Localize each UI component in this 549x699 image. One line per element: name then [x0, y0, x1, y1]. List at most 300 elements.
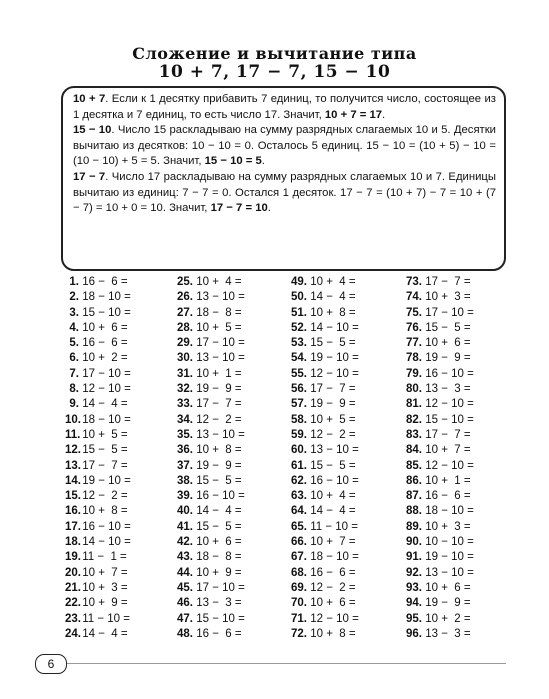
exercise-expression: 10 + 4 =: [196, 276, 242, 288]
exercise-expression: 12 − 10 =: [425, 398, 474, 411]
exercise-expression: 12 − 2 =: [196, 413, 242, 426]
exercise-number: 64.: [291, 505, 307, 518]
exercise-number: 7.: [69, 367, 79, 380]
exercise-expression: 15 − 5 =: [82, 444, 128, 457]
exercise-number: 3.: [69, 306, 79, 319]
exercise-number: 50.: [291, 291, 307, 304]
exercise-item: [173, 550, 283, 565]
exercise-expression: 18 − 8 =: [196, 306, 242, 319]
exercise-item: [173, 367, 283, 382]
exercise-item: [402, 413, 512, 428]
exercise-item: [287, 306, 397, 321]
exercise-number: 77.: [406, 337, 422, 350]
exercise-number: 42.: [177, 536, 193, 549]
exercise-number: 74.: [406, 291, 422, 304]
exercise-expression: 12 − 10 =: [82, 383, 131, 396]
page-title: Сложение и вычитание типа: [132, 44, 417, 63]
exercise-number: 84.: [406, 444, 422, 457]
exercise-number: 48.: [177, 627, 193, 640]
exercise-number: 10.: [65, 413, 81, 426]
exercise-number: 60.: [291, 444, 307, 457]
exercise-item: [65, 382, 175, 397]
exercise-number: 36.: [177, 444, 193, 457]
exercise-item: [173, 351, 283, 366]
rule-result: 17 − 7 = 10: [210, 202, 268, 215]
exercise-number: 79.: [406, 367, 422, 380]
exercise-expression: 18 − 10 =: [425, 505, 474, 518]
rule-result: 15 − 10 = 5: [204, 155, 262, 168]
exercise-number: 76.: [406, 321, 422, 334]
exercise-expression: 16 − 6 =: [310, 566, 356, 579]
exercise-expression: 17 − 10 =: [196, 337, 245, 350]
exercise-expression: 15 − 5 =: [196, 520, 242, 533]
exercise-expression: 15 − 10 =: [82, 306, 131, 319]
exercise-expression: 11 − 1 =: [82, 551, 127, 564]
exercise-item: [173, 474, 283, 489]
exercise-number: 96.: [406, 627, 422, 640]
exercise-item: [173, 336, 283, 351]
exercise-item: [287, 535, 397, 550]
exercise-item: [402, 596, 512, 611]
exercise-number: 38.: [177, 474, 193, 487]
exercise-item: [287, 275, 397, 290]
exercise-expression: 17 − 10 =: [196, 581, 245, 594]
exercise-item: [402, 612, 512, 627]
exercise-item: [65, 336, 175, 351]
exercise-expression: 10 + 8 =: [310, 306, 356, 319]
exercise-number: 30.: [177, 352, 193, 365]
exercise-expression: 13 − 10 =: [310, 444, 359, 457]
exercise-expression: 13 − 3 =: [425, 383, 471, 396]
exercise-number: 83.: [406, 428, 422, 441]
exercise-number: 52.: [291, 321, 307, 334]
exercise-expression: 17 − 10 =: [82, 367, 131, 380]
exercise-number: 69.: [291, 581, 307, 594]
exercise-item: [287, 489, 397, 504]
exercise-number: 24.: [65, 627, 81, 640]
exercise-expression: 13 − 10 =: [196, 428, 245, 441]
exercise-item: [402, 275, 512, 290]
exercise-number: 2.: [69, 291, 79, 304]
exercise-number: 26.: [177, 291, 193, 304]
exercise-number: 37.: [177, 459, 193, 472]
rule-paragraph: [73, 123, 496, 170]
exercise-item: [65, 321, 175, 336]
exercise-number: 9.: [69, 398, 79, 411]
rule-text: . Число 17 раскладываю на сумму разрядных слагаемых 10 и 7. Единицы вычитаю из единиц: 7 − 7 = 0. Остался 1 десяток. 17 − 7 = (10 + 7) − 7 = 10 + (7 − 7) = 10 + 0 = 10. Значит,: [73, 170, 496, 215]
exercise-item: [65, 504, 175, 519]
exercise-item: [402, 504, 512, 519]
exercise-item: [287, 581, 397, 596]
exercise-expression: 10 + 5 =: [310, 413, 356, 426]
exercise-item: [65, 306, 175, 321]
page-subtitle: 10 + 7, 17 − 7, 15 − 10: [158, 62, 391, 82]
exercise-number: 5.: [69, 337, 79, 350]
exercise-item: [65, 397, 175, 412]
exercise-column: [287, 275, 397, 642]
exercise-number: 12.: [65, 444, 81, 457]
exercise-expression: 17 − 7 =: [82, 459, 128, 472]
exercise-number: 47.: [177, 612, 193, 625]
exercise-expression: 17 − 7 =: [310, 383, 356, 396]
exercise-item: [173, 382, 283, 397]
exercise-item: [65, 581, 175, 596]
exercise-expression: 12 − 2 =: [310, 428, 356, 441]
exercise-item: [173, 443, 283, 458]
exercise-expression: 16 − 10 =: [310, 474, 359, 487]
exercise-expression: 10 + 4 =: [310, 276, 356, 288]
exercise-item: [287, 459, 397, 474]
exercise-item: [65, 290, 175, 305]
exercise-number: 89.: [406, 520, 422, 533]
exercise-item: [65, 413, 175, 428]
exercise-item: [287, 566, 397, 581]
exercise-number: 59.: [291, 428, 307, 441]
exercise-expression: 14 − 4 =: [310, 291, 356, 304]
exercise-expression: 10 + 6 =: [425, 337, 471, 350]
exercise-expression: 16 − 6 =: [82, 276, 128, 288]
exercise-expression: 14 − 4 =: [82, 627, 128, 640]
exercise-expression: 19 − 9 =: [310, 398, 356, 411]
exercise-item: [287, 550, 397, 565]
exercise-expression: 19 − 10 =: [82, 474, 131, 487]
exercise-expression: 15 − 10 =: [425, 413, 474, 426]
exercise-number: 25.: [177, 276, 193, 288]
exercise-number: 14.: [65, 474, 81, 487]
exercise-number: 87.: [406, 490, 422, 503]
exercise-item: [173, 321, 283, 336]
exercise-number: 46.: [177, 597, 193, 610]
exercise-number: 91.: [406, 551, 422, 564]
exercise-item: [402, 489, 512, 504]
rule-paragraph: [73, 92, 496, 123]
exercise-item: [65, 535, 175, 550]
exercise-item: [65, 627, 175, 642]
exercise-number: 4.: [69, 321, 79, 334]
exercise-expression: 11 − 10 =: [310, 520, 358, 533]
exercise-item: [65, 520, 175, 535]
exercise-item: [287, 336, 397, 351]
exercise-number: 63.: [291, 490, 307, 503]
exercise-item: [402, 306, 512, 321]
rule-result: 10 + 7 = 17: [324, 108, 383, 121]
exercise-expression: 16 − 6 =: [196, 627, 242, 640]
exercise-column: [65, 275, 175, 642]
exercise-number: 8.: [69, 383, 79, 396]
exercise-number: 13.: [65, 459, 81, 472]
exercise-expression: 19 − 9 =: [196, 459, 242, 472]
rule-box: [61, 86, 506, 271]
exercise-number: 67.: [291, 551, 307, 564]
exercise-number: 62.: [291, 474, 307, 487]
exercise-item: [402, 459, 512, 474]
exercise-item: [402, 382, 512, 397]
exercise-number: 41.: [177, 520, 193, 533]
exercise-item: [287, 351, 397, 366]
exercise-expression: 19 − 9 =: [425, 597, 471, 610]
exercise-number: 54.: [291, 352, 307, 365]
exercise-item: [173, 459, 283, 474]
exercise-item: [173, 581, 283, 596]
exercise-number: 18.: [65, 536, 81, 549]
exercise-number: 55.: [291, 367, 307, 380]
exercise-item: [402, 627, 512, 642]
exercise-item: [287, 397, 397, 412]
exercise-item: [65, 550, 175, 565]
exercise-expression: 17 − 7 =: [196, 398, 242, 411]
exercise-item: [402, 566, 512, 581]
exercise-item: [65, 459, 175, 474]
exercise-number: 82.: [406, 413, 422, 426]
exercise-expression: 14 − 10 =: [310, 321, 359, 334]
exercise-item: [173, 489, 283, 504]
exercise-number: 23.: [65, 612, 81, 625]
exercise-number: 27.: [177, 306, 193, 319]
exercise-item: [402, 474, 512, 489]
exercise-number: 19.: [65, 551, 81, 564]
exercise-expression: 10 + 8 =: [82, 505, 128, 518]
exercise-number: 66.: [291, 536, 307, 549]
exercise-item: [173, 535, 283, 550]
exercise-item: [173, 306, 283, 321]
exercise-expression: 12 − 10 =: [310, 612, 359, 625]
exercise-item: [287, 596, 397, 611]
exercise-item: [65, 596, 175, 611]
exercise-expression: 10 + 2 =: [82, 352, 128, 365]
exercise-number: 43.: [177, 551, 193, 564]
exercise-item: [287, 321, 397, 336]
exercise-number: 80.: [406, 383, 422, 396]
exercise-number: 72.: [291, 627, 307, 640]
exercise-expression: 10 + 8 =: [196, 444, 242, 457]
exercise-item: [173, 428, 283, 443]
exercise-item: [402, 581, 512, 596]
exercise-number: 71.: [291, 612, 307, 625]
exercise-expression: 10 + 7 =: [425, 444, 471, 457]
rule-end: .: [261, 155, 265, 168]
exercise-number: 35.: [177, 428, 193, 441]
exercise-item: [402, 535, 512, 550]
exercise-number: 21.: [65, 581, 81, 594]
exercise-number: 73.: [406, 276, 422, 288]
exercise-expression: 14 − 10 =: [82, 536, 131, 549]
rule-end: .: [267, 202, 271, 215]
exercise-item: [173, 290, 283, 305]
exercise-expression: 10 + 9 =: [82, 597, 128, 610]
exercise-number: 90.: [406, 536, 422, 549]
exercise-item: [402, 351, 512, 366]
exercise-column: [402, 275, 512, 642]
exercise-expression: 17 − 7 =: [425, 276, 471, 288]
exercise-item: [287, 504, 397, 519]
exercise-item: [173, 566, 283, 581]
exercise-item: [402, 290, 512, 305]
exercise-number: 29.: [177, 337, 193, 350]
exercise-number: 44.: [177, 566, 193, 579]
exercise-expression: 12 − 10 =: [425, 459, 474, 472]
exercise-item: [65, 428, 175, 443]
exercise-expression: 10 + 3 =: [425, 520, 471, 533]
exercise-expression: 12 − 2 =: [310, 581, 356, 594]
exercise-expression: 10 + 6 =: [82, 321, 128, 334]
exercise-expression: 11 − 10 =: [82, 612, 130, 625]
exercise-expression: 10 + 7 =: [82, 566, 128, 579]
exercise-expression: 13 − 10 =: [425, 566, 474, 579]
exercise-number: 78.: [406, 352, 422, 365]
exercise-item: [287, 443, 397, 458]
exercise-number: 86.: [406, 474, 422, 487]
exercise-expression: 18 − 10 =: [82, 413, 131, 426]
exercise-number: 49.: [291, 276, 307, 288]
exercise-number: 92.: [406, 566, 422, 579]
exercise-number: 93.: [406, 581, 422, 594]
exercise-item: [287, 382, 397, 397]
exercise-expression: 18 − 10 =: [310, 551, 359, 564]
exercise-item: [402, 550, 512, 565]
rule-lead: 17 − 7: [73, 170, 106, 183]
exercise-item: [402, 443, 512, 458]
exercise-expression: 16 − 10 =: [196, 490, 245, 503]
exercise-item: [65, 612, 175, 627]
exercise-expression: 10 + 9 =: [196, 566, 242, 579]
exercise-expression: 10 + 1 =: [425, 474, 471, 487]
exercise-item: [402, 397, 512, 412]
exercise-number: 70.: [291, 597, 307, 610]
exercise-expression: 15 − 5 =: [310, 459, 356, 472]
exercise-item: [65, 443, 175, 458]
exercise-expression: 16 − 10 =: [425, 367, 474, 380]
exercise-columns: [65, 275, 505, 645]
exercise-expression: 10 + 8 =: [310, 627, 356, 640]
exercise-expression: 17 − 10 =: [425, 306, 474, 319]
exercise-item: [65, 275, 175, 290]
rule-end: .: [382, 108, 386, 121]
exercise-item: [402, 520, 512, 535]
exercise-item: [173, 520, 283, 535]
exercise-number: 68.: [291, 566, 307, 579]
exercise-item: [65, 566, 175, 581]
exercise-number: 28.: [177, 321, 193, 334]
exercise-number: 51.: [291, 306, 307, 319]
exercise-item: [65, 367, 175, 382]
exercise-item: [402, 367, 512, 382]
exercise-expression: 10 + 5 =: [196, 321, 242, 334]
exercise-item: [287, 413, 397, 428]
exercise-item: [173, 504, 283, 519]
exercise-expression: 18 − 10 =: [82, 291, 131, 304]
exercise-expression: 18 − 8 =: [196, 551, 242, 564]
page-divider: [66, 663, 506, 664]
exercise-number: 95.: [406, 612, 422, 625]
exercise-number: 58.: [291, 413, 307, 426]
exercise-number: 6.: [69, 352, 79, 365]
exercise-number: 94.: [406, 597, 422, 610]
exercise-column: [173, 275, 283, 642]
exercise-expression: 10 + 6 =: [425, 581, 471, 594]
rule-text: . Число 15 раскладываю на сумму разрядных слагаемых 10 и 5. Десятки вычитаю из десятков: 10 − 10 = 0. Осталось 5 единиц. 15 − 10 = (10 + 5) − 10 = (10 − 10) + 5 = 5. Значит,: [73, 124, 496, 168]
exercise-expression: 17 − 7 =: [425, 428, 471, 441]
exercise-expression: 16 − 10 =: [82, 520, 131, 533]
exercise-number: 57.: [291, 398, 307, 411]
exercise-expression: 13 − 3 =: [425, 627, 471, 640]
exercise-item: [287, 627, 397, 642]
exercise-expression: 10 + 4 =: [310, 490, 356, 503]
exercise-number: 17.: [65, 520, 81, 533]
exercise-number: 65.: [291, 520, 307, 533]
exercise-number: 53.: [291, 337, 307, 350]
exercise-number: 32.: [177, 383, 193, 396]
exercise-item: [402, 428, 512, 443]
exercise-item: [173, 397, 283, 412]
exercise-expression: 15 − 5 =: [196, 474, 242, 487]
exercise-expression: 13 − 3 =: [196, 597, 242, 610]
exercise-number: 56.: [291, 383, 307, 396]
exercise-expression: 16 − 6 =: [82, 337, 128, 350]
exercise-number: 85.: [406, 459, 422, 472]
exercise-number: 15.: [65, 490, 81, 503]
exercise-expression: 19 − 9 =: [196, 383, 242, 396]
exercise-number: 16.: [65, 505, 81, 518]
exercise-item: [173, 612, 283, 627]
exercise-item: [402, 321, 512, 336]
exercise-expression: 12 − 2 =: [82, 490, 128, 503]
exercise-expression: 19 − 9 =: [425, 352, 471, 365]
exercise-number: 20.: [65, 566, 81, 579]
exercise-expression: 10 + 3 =: [82, 581, 128, 594]
exercise-number: 31.: [177, 367, 193, 380]
exercise-item: [173, 275, 283, 290]
exercise-item: [287, 428, 397, 443]
exercise-item: [173, 627, 283, 642]
exercise-number: 88.: [406, 505, 422, 518]
exercise-number: 1.: [69, 276, 79, 288]
exercise-expression: 10 + 1 =: [196, 367, 242, 380]
exercise-item: [173, 413, 283, 428]
exercise-item: [65, 351, 175, 366]
exercise-number: 33.: [177, 398, 193, 411]
exercise-item: [287, 612, 397, 627]
rule-lead: 10 + 7: [73, 93, 106, 105]
rule-text: . Если к 1 десятку прибавить 7 единиц, то получится число, состоящее из 1 десятка и 7 единиц, то есть число 17. Значит,: [73, 93, 496, 121]
exercise-expression: 13 − 10 =: [196, 291, 245, 304]
exercise-expression: 10 − 10 =: [425, 536, 474, 549]
exercise-number: 81.: [406, 398, 422, 411]
exercise-number: 75.: [406, 306, 422, 319]
exercise-expression: 19 − 10 =: [310, 352, 359, 365]
exercise-item: [287, 520, 397, 535]
exercise-number: 39.: [177, 490, 193, 503]
exercise-item: [287, 367, 397, 382]
page-number: 6: [35, 654, 67, 674]
exercise-expression: 14 − 4 =: [310, 505, 356, 518]
exercise-expression: 10 + 2 =: [425, 612, 471, 625]
exercise-item: [287, 474, 397, 489]
exercise-number: 22.: [65, 597, 81, 610]
exercise-item: [287, 290, 397, 305]
exercise-expression: 12 − 10 =: [310, 367, 359, 380]
exercise-item: [65, 474, 175, 489]
exercise-expression: 10 + 6 =: [310, 597, 356, 610]
exercise-item: [173, 596, 283, 611]
exercise-number: 11.: [65, 428, 81, 441]
exercise-expression: 15 − 5 =: [425, 321, 471, 334]
exercise-number: 45.: [177, 581, 193, 594]
exercise-expression: 15 − 10 =: [196, 612, 245, 625]
exercise-expression: 10 + 6 =: [196, 536, 242, 549]
exercise-number: 34.: [177, 413, 193, 426]
exercise-expression: 14 − 4 =: [82, 398, 128, 411]
exercise-expression: 10 + 5 =: [82, 428, 128, 441]
